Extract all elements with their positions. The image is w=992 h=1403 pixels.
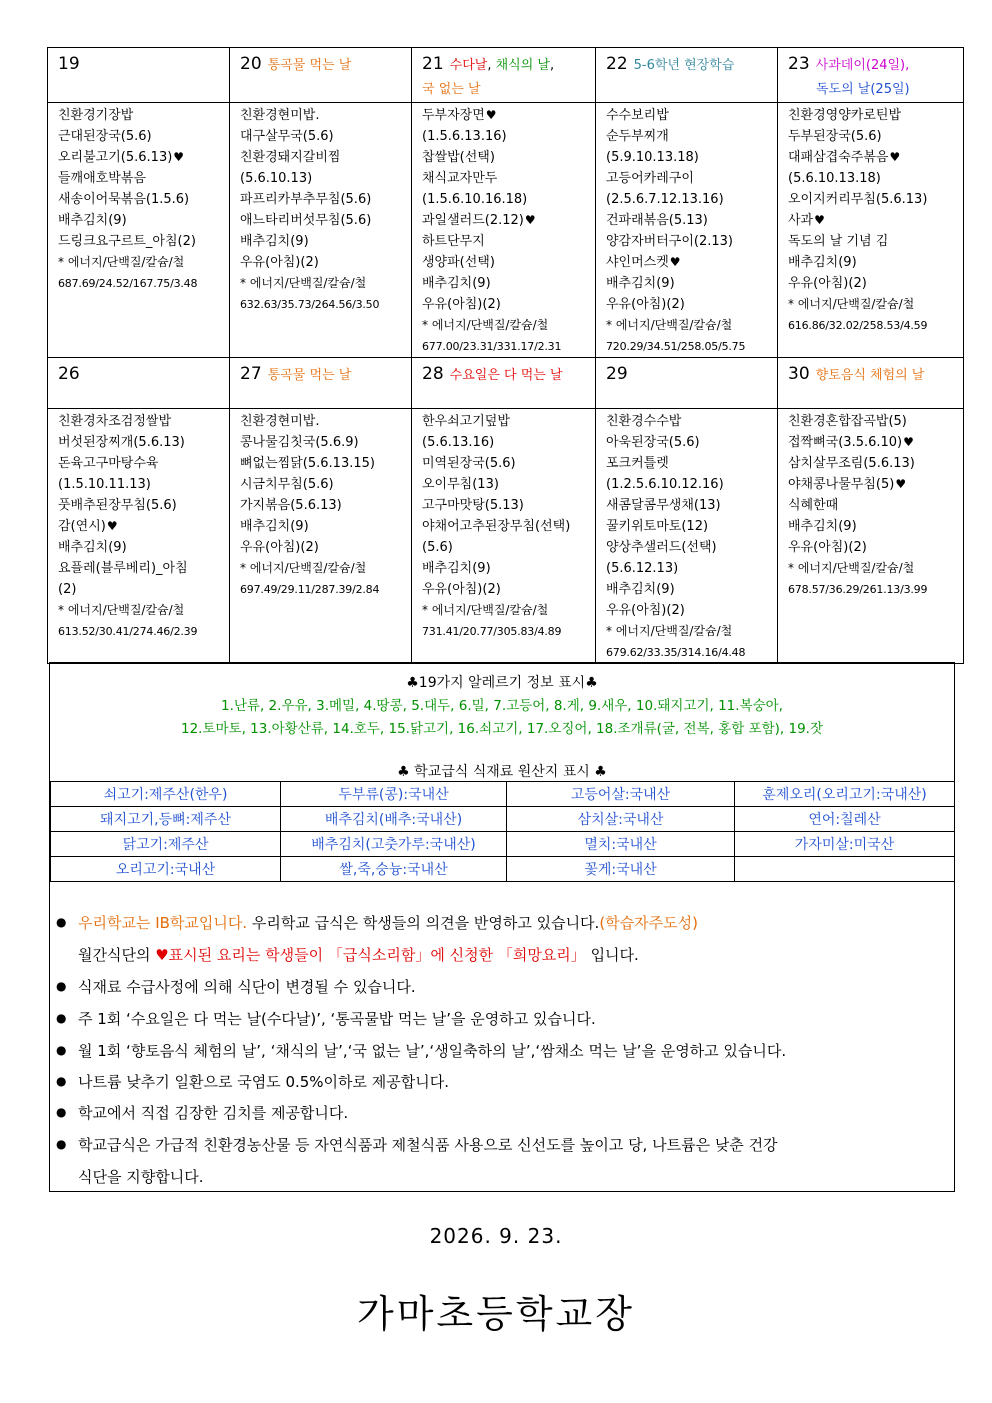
origin-cell: 쇠고기:제주산(한우): [51, 782, 281, 807]
note-weekly: 주 1회 ‘수요일은 다 먹는 날(수다날)’, ‘통곡물밥 먹는 날’을 운영하고 있습니다.: [78, 1010, 596, 1028]
origin-cell: 고등어살:국내산: [507, 782, 735, 807]
menu-item: 우유(아침)(2): [788, 540, 867, 555]
nutrition-values: 616.86/32.02/258.53/4.59: [788, 319, 928, 332]
menu-item: 친환경돼지갈비찜: [240, 150, 341, 165]
nutrition-values: 677.00/23.31/331.17/2.31: [422, 340, 562, 353]
menu-item: (2): [58, 582, 77, 597]
menu-item: 배추김치(9): [422, 276, 491, 291]
menu-item: 접짝뼈국(3.5.6.10)♥: [788, 435, 914, 450]
nutrition-values: 697.49/29.11/287.39/2.84: [240, 583, 380, 596]
menu-item: 배추김치(9): [606, 276, 675, 291]
menu-item: 우유(아침)(2): [788, 276, 867, 291]
menu-item: 새송이어묵볶음(1.5.6): [58, 192, 190, 207]
menu-item: 하트단무지: [422, 234, 485, 249]
menu-item: 친환경현미밥.: [240, 108, 320, 123]
menu-item: 애느타리버섯무침(5.6): [240, 213, 372, 228]
heart-icon: ♥: [173, 150, 185, 164]
menu-item: 배추김치(9): [240, 234, 309, 249]
menu-item: (5.6): [422, 540, 453, 555]
origin-title: ♣ 학교급식 식재료 원산지 표시 ♣: [397, 764, 607, 780]
note-heart: 월간식단의 ♥표시된 요리는 학생들이 「급식소리함」에 신청한 「희망요리」 입니다.: [78, 946, 639, 964]
origin-cell: 꽃게:국내산: [507, 857, 735, 882]
nutrition-values: 632.63/35.73/264.56/3.50: [240, 298, 380, 311]
nutrition-label: * 에너지/단백질/칼슘/철: [788, 561, 915, 575]
origin-cell: 연어:칠레산: [735, 807, 955, 832]
event-label: 수요일은 다 먹는 날: [449, 368, 563, 383]
day-menu: [778, 409, 964, 664]
origin-cell: 닭고기:제주산: [51, 832, 281, 857]
day-header-27: 27 통곡물 먹는 날: [230, 358, 412, 409]
menu-item: 버섯된장찌개(5.6.13): [58, 435, 185, 450]
menu-item: 가지볶음(5.6.13): [240, 498, 342, 513]
menu-item: 고구마맛탕(5.13): [422, 498, 524, 513]
nutrition-label: * 에너지/단백질/칼슘/철: [58, 603, 185, 617]
menu-item: 과일샐러드(2.12)♥: [422, 213, 536, 228]
nutrition-values: 687.69/24.52/167.75/3.48: [58, 277, 198, 290]
menu-item: 배추김치(9): [240, 519, 309, 534]
menu-item: 근대된장국(5.6): [58, 129, 152, 144]
menu-item: 포크커틀렛: [606, 456, 669, 471]
menu-item: 오이무침(13): [422, 477, 499, 492]
day-menu: [412, 409, 596, 664]
nutrition-label: * 에너지/단백질/칼슘/철: [606, 318, 733, 332]
origin-cell: 삼치살:국내산: [507, 807, 735, 832]
menu-item: 양감자버터구이(2.13): [606, 234, 733, 249]
menu-item: 우유(아침)(2): [606, 297, 685, 312]
day-header-19: 19: [48, 48, 230, 103]
menu-item: 야채콩나물무침(5)♥: [788, 477, 907, 492]
bullet-icon: ●: [56, 1043, 67, 1057]
menu-item: 친환경기장밥: [58, 108, 134, 123]
menu-item: 들깨애호박볶음: [58, 171, 146, 186]
menu-item: (5.6.12.13): [606, 561, 679, 576]
menu-item: 찹쌀밥(선택): [422, 150, 495, 165]
day-menu: [412, 103, 596, 358]
heart-icon: ♥: [814, 213, 825, 227]
menu-item: 배추김치(9): [788, 255, 857, 270]
note-healthy-cont: 식단을 지향합니다.: [78, 1168, 204, 1186]
menu-item: 친환경수수밥: [606, 414, 682, 429]
issue-date: 2026. 9. 23.: [429, 1224, 563, 1248]
menu-item: 야채어고추된장무침(선택): [422, 519, 571, 534]
club-icon: ♣: [406, 675, 419, 691]
menu-item: (1.5.10.11.13): [58, 477, 151, 492]
origin-cell: 멸치:국내산: [507, 832, 735, 857]
day-header-26: 26: [48, 358, 230, 409]
origin-cell: 오리고기:국내산: [51, 857, 281, 882]
origin-cell: 두부류(콩):국내산: [281, 782, 507, 807]
menu-item: 오리불고기(5.6.13)♥: [58, 150, 185, 165]
event-label: 향토음식 체험의 날: [815, 368, 925, 383]
bullet-icon: ●: [56, 1011, 67, 1025]
day-menu: [230, 409, 412, 664]
menu-item: 고등어카레구이: [606, 171, 694, 186]
menu-item: 배추김치(9): [606, 582, 675, 597]
menu-item: 삼치살무조림(5.6.13): [788, 456, 915, 471]
menu-item: 샤인머스켓♥: [606, 255, 681, 270]
day-header-29: 29: [596, 358, 778, 409]
menu-item: 아욱된장국(5.6): [606, 435, 700, 450]
menu-item: 배추김치(9): [58, 540, 127, 555]
menu-item: 배추김치(9): [788, 519, 857, 534]
menu-item: 한우쇠고기덮밥: [422, 414, 510, 429]
day-menu: [48, 409, 230, 664]
menu-item: (5.6.10.13): [240, 171, 313, 186]
menu-item: (5.6.10.13.18): [788, 171, 881, 186]
event-label: 수다날: [449, 58, 488, 73]
nutrition-label: * 에너지/단백질/칼슘/철: [422, 318, 549, 332]
menu-item: 건파래볶음(5.13): [606, 213, 708, 228]
menu-item: 우유(아침)(2): [422, 297, 501, 312]
menu-item: 수수보리밥: [606, 108, 669, 123]
heart-icon: ♥: [669, 255, 681, 269]
heart-icon: ♥: [524, 213, 536, 227]
event-label: 사과데이(24일),: [815, 58, 910, 73]
event-label: 국 없는 날: [422, 82, 481, 97]
menu-table: [47, 47, 964, 664]
heart-icon: ♥: [485, 108, 497, 122]
heart-icon: ♥: [903, 435, 914, 449]
menu-item: 독도의 날 기념 김: [788, 234, 889, 249]
menu-item: 순두부찌개: [606, 129, 669, 144]
heart-icon: ♥: [895, 477, 907, 491]
club-icon: ♣: [594, 764, 607, 780]
menu-item: (5.9.10.13.18): [606, 150, 699, 165]
note-kimchi: 학교에서 직접 김장한 김치를 제공합니다.: [78, 1104, 349, 1122]
origin-cell: 쌀,죽,숭늉:국내산: [281, 857, 507, 882]
heart-icon: ♥: [155, 946, 169, 964]
day-header-21: 21 수다날, 채식의 날, 국 없는 날: [412, 48, 596, 103]
menu-item: 드링크요구르트_아침(2): [58, 234, 196, 249]
club-icon: ♣: [397, 764, 410, 780]
menu-item: 콩나물김칫국(5.6.9): [240, 435, 359, 450]
nutrition-label: * 에너지/단백질/칼슘/철: [606, 624, 733, 638]
nutrition-values: 678.57/36.29/261.13/3.99: [788, 583, 928, 596]
menu-item: 생양파(선택): [422, 255, 495, 270]
event-label: 통곡물 먹는 날: [267, 368, 352, 383]
day-menu: [596, 103, 778, 358]
origin-cell: 배추김치(배추:국내산): [281, 807, 507, 832]
note-change: 식재료 수급사정에 의해 식단이 변경될 수 있습니다.: [78, 978, 416, 996]
menu-item: 파프리카부추무침(5.6): [240, 192, 372, 207]
menu-item: (1.5.6.13.16): [422, 129, 507, 144]
day-menu: [48, 103, 230, 358]
day-menu: [778, 103, 964, 358]
menu-item: 우유(아침)(2): [240, 540, 319, 555]
event-label: 5-6학년 현장학습: [633, 58, 735, 73]
menu-item: (1.5.6.10.16.18): [422, 192, 528, 207]
menu-item: 두부된장국(5.6): [788, 129, 882, 144]
menu-item: (5.6.13.16): [422, 435, 495, 450]
day-header-30: 30 향토음식 체험의 날: [778, 358, 964, 409]
club-icon: ♣: [585, 675, 598, 691]
origin-cell: [735, 857, 955, 882]
menu-item: 식혜한때: [788, 498, 839, 513]
menu-item: 배추김치(9): [422, 561, 491, 576]
event-label: 독도의 날(25일): [816, 82, 910, 97]
origin-cell: 훈제오리(오리고기:국내산): [735, 782, 955, 807]
heart-icon: ♥: [106, 519, 118, 533]
menu-item: (1.2.5.6.10.12.16): [606, 477, 724, 492]
nutrition-label: * 에너지/단백질/칼슘/철: [422, 603, 549, 617]
notes-section: [50, 881, 954, 1192]
bullet-icon: ●: [56, 915, 67, 929]
menu-item: 우유(아침)(2): [422, 582, 501, 597]
allergy-title: ♣19가지 알레르기 정보 표시♣: [406, 675, 598, 691]
menu-item: 시금치무침(5.6): [240, 477, 334, 492]
day-menu: [230, 103, 412, 358]
menu-item: 꿀키위토마토(12): [606, 519, 709, 534]
menu-item: 사과♥: [788, 213, 825, 228]
origin-table: [50, 781, 955, 882]
nutrition-label: * 에너지/단백질/칼슘/철: [240, 561, 367, 575]
menu-item: 우유(아침)(2): [240, 255, 319, 270]
day-header-20: 20 통곡물 먹는 날: [230, 48, 412, 103]
menu-item: 배추김치(9): [58, 213, 127, 228]
nutrition-label: * 에너지/단백질/칼슘/철: [788, 297, 915, 311]
allergy-list-line: 1.난류, 2.우유, 3.메밀, 4.땅콩, 5.대두, 6.밀, 7.고등어, 8.게, 9.새우, 10.돼지고기, 11.복숭아,: [221, 698, 783, 714]
bullet-icon: ●: [56, 1105, 67, 1119]
nutrition-values: 613.52/30.41/274.46/2.39: [58, 625, 198, 638]
note-monthly: 월 1회 ‘향토음식 체험의 날’, ‘채식의 날’,‘국 없는 날’,‘생일축하의 날’,‘쌈채소 먹는 날’을 운영하고 있습니다.: [78, 1042, 787, 1060]
day-header-23: 23 사과데이(24일), 독도의 날(25일): [778, 48, 964, 103]
menu-item: 요플레(블루베리)_아침: [58, 561, 188, 576]
menu-item: 대구살무국(5.6): [240, 129, 334, 144]
nutrition-label: * 에너지/단백질/칼슘/철: [58, 255, 185, 269]
menu-item: 양상추샐러드(선택): [606, 540, 717, 555]
menu-item: 친환경혼합잡곡밥(5): [788, 414, 907, 429]
nutrition-label: * 에너지/단백질/칼슘/철: [240, 276, 367, 290]
menu-item: 친환경현미밥.: [240, 414, 320, 429]
menu-item: 대패삼겹숙주볶음♥: [788, 150, 901, 165]
menu-item: 친환경영양카로틴밥: [788, 108, 902, 123]
bullet-icon: ●: [56, 1074, 67, 1088]
note-sodium: 나트륨 낮추기 일환으로 국염도 0.5%이하로 제공합니다.: [78, 1073, 450, 1091]
menu-item: 뼈없는찜닭(5.6.13.15): [240, 456, 375, 471]
menu-item: 감(연시)♥: [58, 519, 118, 534]
info-box: [49, 662, 955, 1192]
nutrition-values: 679.62/33.35/314.16/4.48: [606, 646, 746, 659]
principal-signature: 가마초등학교장: [357, 1292, 635, 1336]
origin-cell: 돼지고기,등뼈:제주산: [51, 807, 281, 832]
menu-item: 미역된장국(5.6): [422, 456, 516, 471]
menu-item: 오이지커리무침(5.6.13): [788, 192, 928, 207]
menu-item: 돈육고구마탕수육: [58, 456, 159, 471]
menu-item: 새콤달콤무생채(13): [606, 498, 721, 513]
bullet-icon: ●: [56, 1137, 67, 1151]
menu-item: 우유(아침)(2): [606, 603, 685, 618]
bullet-icon: ●: [56, 979, 67, 993]
menu-item: (2.5.6.7.12.13.16): [606, 192, 724, 207]
note-healthy: 학교급식은 가급적 친환경농산물 등 자연식품과 제철식품 사용으로 신선도를 높이고 당, 나트륨은 낮춘 건강: [78, 1136, 778, 1154]
menu-item: 두부자장면♥: [422, 108, 497, 123]
nutrition-values: 731.41/20.77/305.83/4.89: [422, 625, 562, 638]
event-label: 통곡물 먹는 날: [267, 58, 352, 73]
note-ib: 우리학교는 IB학교입니다. 우리학교 급식은 학생들의 의견을 반영하고 있습니다.(학습자주도성): [78, 914, 698, 932]
heart-icon: ♥: [889, 150, 901, 164]
day-header-22: 22 5-6학년 현장학습: [596, 48, 778, 103]
origin-cell: 가자미살:미국산: [735, 832, 955, 857]
nutrition-values: 720.29/34.51/258.05/5.75: [606, 340, 746, 353]
allergy-list-line: 12.토마토, 13.아황산류, 14.호두, 15.닭고기, 16.쇠고기, 17.오징어, 18.조개류(굴, 전복, 홍합 포함), 19.잣: [180, 721, 823, 737]
origin-cell: 배추김치(고춧가루:국내산): [281, 832, 507, 857]
day-menu: [596, 409, 778, 664]
menu-item: 친환경차조검정쌀밥: [58, 414, 172, 429]
day-header-28: 28 수요일은 다 먹는 날: [412, 358, 596, 409]
menu-item: 풋배추된장무침(5.6): [58, 498, 177, 513]
menu-item: 채식교자만두: [422, 171, 498, 186]
event-label: 채식의 날: [495, 58, 550, 73]
